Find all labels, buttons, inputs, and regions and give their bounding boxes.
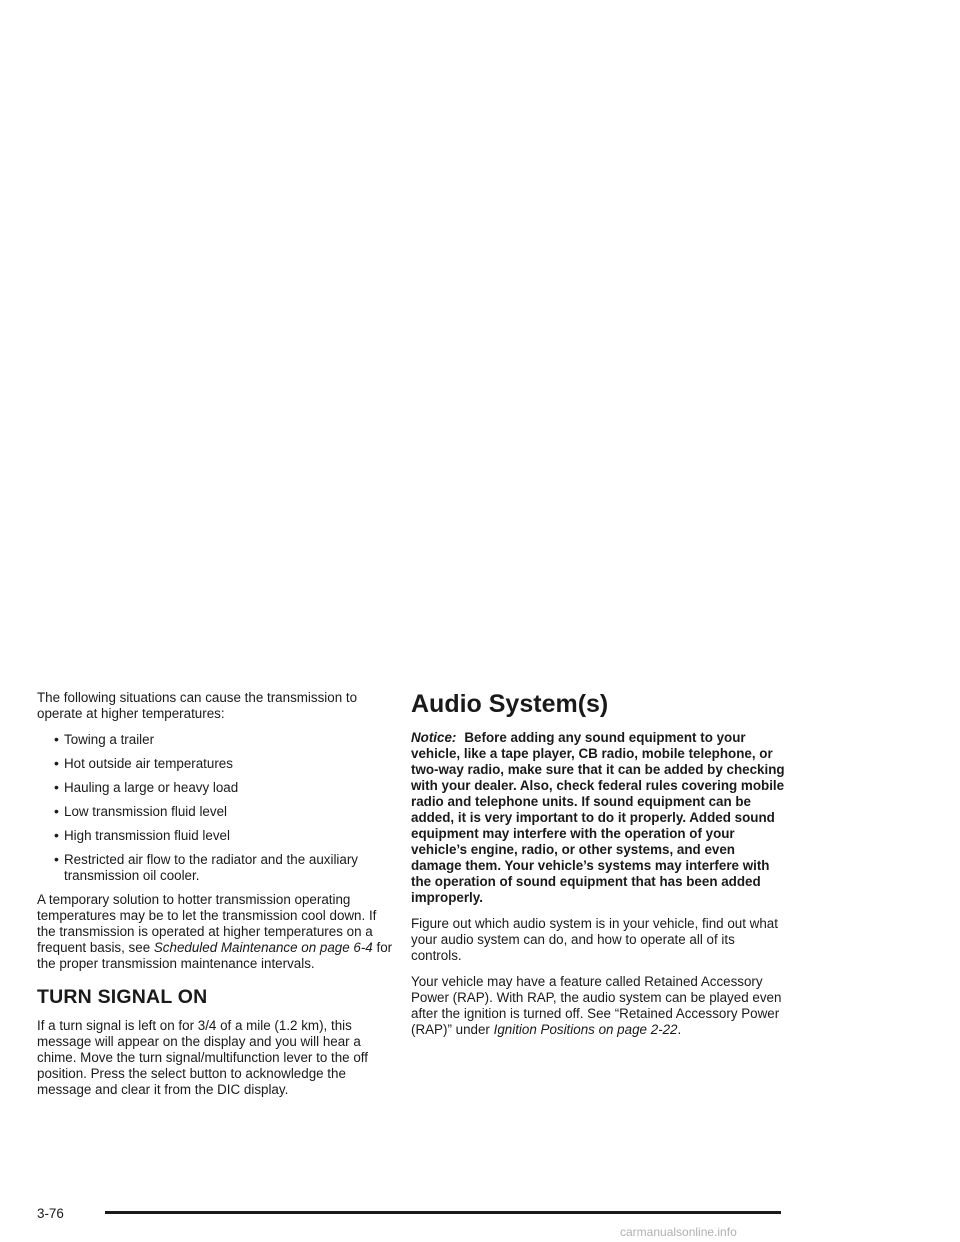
notice-text: Before adding any sound equipment to your vehicle, like a tape player, CB radio, mobile telephone, or two-way radio, make sure that it can be added by checking with your dealer. Also, check federal rules covering mobile radio and telephone units. If sound equipment can be added, it is very important to do it properly. Added sound equipment may interfere with the operation of your vehicle’s engine, radio, or other systems, and even damage them. Your vehicle’s systems may interfere with the operation of sound equipment that has been added improperly. — [411, 730, 785, 905]
temporary-solution-paragraph — [37, 892, 395, 972]
audio-system-heading: Audio System(s) — [411, 690, 609, 718]
turn-signal-paragraph: If a turn signal is left on for 3/4 of a mile (1.2 km), this message will appear on the display and you will hear a chime. Move the turn signal/multifunction lever to the off position. Press the select button to acknowledge the message and clear it from the DIC display. — [37, 1018, 368, 1097]
temporary-solution-text-end: for the proper transmission maintenance intervals. — [37, 940, 393, 971]
turn-signal-heading: TURN SIGNAL ON — [37, 986, 208, 1008]
list-item: • Hauling a large or heavy load — [37, 780, 395, 796]
list-item: • Restricted air flow to the radiator and the auxiliary transmission oil cooler. — [37, 852, 395, 884]
list-item: • High transmission fluid level — [37, 828, 395, 844]
page-number: 3-76 — [37, 1206, 64, 1221]
footer-rule — [105, 1211, 781, 1214]
right-column — [411, 690, 785, 1048]
list-item: • Low transmission fluid level — [37, 804, 395, 820]
notice-label: Notice: — [411, 730, 457, 745]
left-column — [37, 690, 395, 1108]
rap-paragraph — [411, 974, 785, 1038]
temporary-solution-text: A temporary solution to hotter transmission operating temperatures may be to let the transmission cool down. If the transmission is operated at higher temperatures on a frequent basis, see — [37, 892, 377, 955]
temperature-causes-list — [37, 732, 395, 884]
audio-system-paragraph: Figure out which audio system is in your vehicle, find out what your audio system can do, and how to operate all of its controls. — [411, 916, 778, 963]
list-item: • Hot outside air temperatures — [37, 756, 395, 772]
rap-text-end: . — [677, 1022, 682, 1037]
rap-text: Your vehicle may have a feature called Retained Accessory Power (RAP). With RAP, the audio system can be played even after the ignition is turned off. See “Retained Accessory Power (RAP)” under — [411, 974, 782, 1037]
ignition-positions-link[interactable]: Ignition Positions on page 2-22 — [493, 1022, 678, 1037]
watermark-text: carmanualsonline.info — [620, 1225, 737, 1239]
transmission-intro: The following situations can cause the transmission to operate at higher temperatures: — [37, 690, 358, 721]
scheduled-maintenance-link[interactable]: Scheduled Maintenance on page 6-4 — [153, 940, 373, 955]
notice-paragraph — [411, 730, 785, 906]
list-item: • Towing a trailer — [37, 732, 395, 748]
